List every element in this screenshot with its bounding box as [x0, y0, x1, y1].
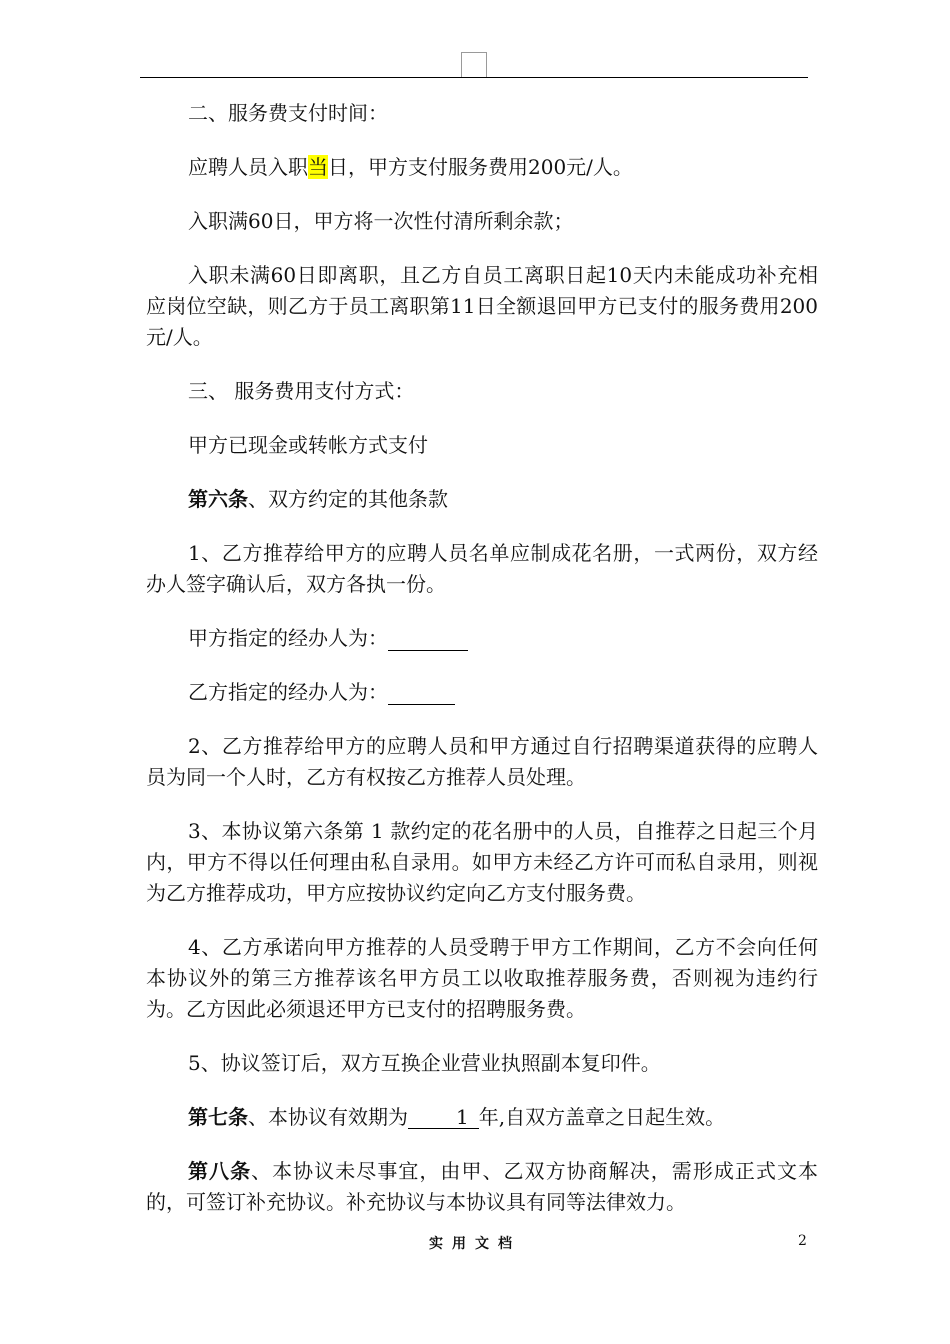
clause-3-roster-restriction: 3、本协议第六条第 1 款约定的花名册中的人员，自推荐之日起三个月内，甲方不得以任何理由私自录用。如甲方未经乙方许可而私自录用，则视为乙方推荐成功，甲方应按协议约定向乙方支付服务费。: [146, 819, 818, 905]
article-number: 第七条: [188, 1105, 248, 1129]
paragraph-payment-time-heading: 二、服务费支付时间：: [188, 101, 388, 125]
header-rule: [140, 77, 808, 78]
party-a-handler-blank: [388, 628, 468, 651]
text-segment: 应聘人员入职: [188, 155, 308, 179]
text-segment: 日，甲方支付服务费用200元/人。: [328, 155, 633, 179]
text-segment: 年,自双方盖章之日起生效。: [478, 1105, 726, 1129]
validity-years-field: 1: [408, 1106, 479, 1129]
paragraph-first-payment: [146, 152, 818, 183]
clause-4-no-third-party: 4、乙方承诺向甲方推荐的人员受聘于甲方工作期间，乙方不会向任何本协议外的第三方推荐该名甲方员工以收取推荐服务费，否则视为违约行为。乙方因此必须退还甲方已支付的招聘服务费。: [146, 935, 818, 1021]
party-b-handler-blank: [388, 682, 455, 705]
clause-2-duplicate-candidate: 2、乙方推荐给甲方的应聘人员和甲方通过自行招聘渠道获得的应聘人员为同一个人时，乙方有权按乙方推荐人员处理。: [146, 734, 818, 789]
highlighted-text: 当: [308, 155, 328, 179]
footer-label: 实用文档: [429, 1236, 521, 1252]
article-number: 第六条: [188, 487, 248, 511]
text-segment: 、本协议未尽事宜，由甲、乙双方协商解决，需形成正式文本的，可签订补充协议。补充协议与本协议具有同等法律效力。: [146, 1159, 819, 1214]
header-tab: [461, 52, 487, 77]
document-body: [146, 98, 818, 1218]
article-six-heading: [146, 484, 818, 515]
clause-1-roster: 1、乙方推荐给甲方的应聘人员名单应制成花名册，一式两份，双方经办人签字确认后，双方各执一份。: [146, 541, 818, 596]
clause-5-license-exchange: 5、协议签订后，双方互换企业营业执照副本复印件。: [188, 1051, 661, 1075]
paragraph-payment-method-heading: 三、 服务费用支付方式：: [188, 379, 415, 403]
party-a-handler-label: 甲方指定的经办人为：: [188, 626, 388, 650]
paragraph-payment-method: 甲方已现金或转帐方式支付: [188, 433, 428, 457]
party-b-handler-label: 乙方指定的经办人为：: [188, 680, 388, 704]
article-number: 第八条: [188, 1159, 252, 1183]
article-eight: [146, 1156, 818, 1218]
party-b-handler-line: [146, 677, 818, 708]
article-title: 、双方约定的其他条款: [248, 487, 448, 511]
article-seven: [146, 1102, 818, 1133]
party-a-handler-line: [146, 623, 818, 654]
text-segment: 、本协议有效期为: [248, 1105, 408, 1129]
paragraph-refund-clause: 入职未满60日即离职，且乙方自员工离职日起10天内未能成功补充相应岗位空缺，则乙方于员工离职第11日全额退回甲方已支付的服务费用200元/人。: [146, 263, 818, 349]
paragraph-remaining-payment: 入职满60日，甲方将一次性付清所剩余款；: [188, 209, 574, 233]
page-number: 2: [798, 1233, 807, 1249]
